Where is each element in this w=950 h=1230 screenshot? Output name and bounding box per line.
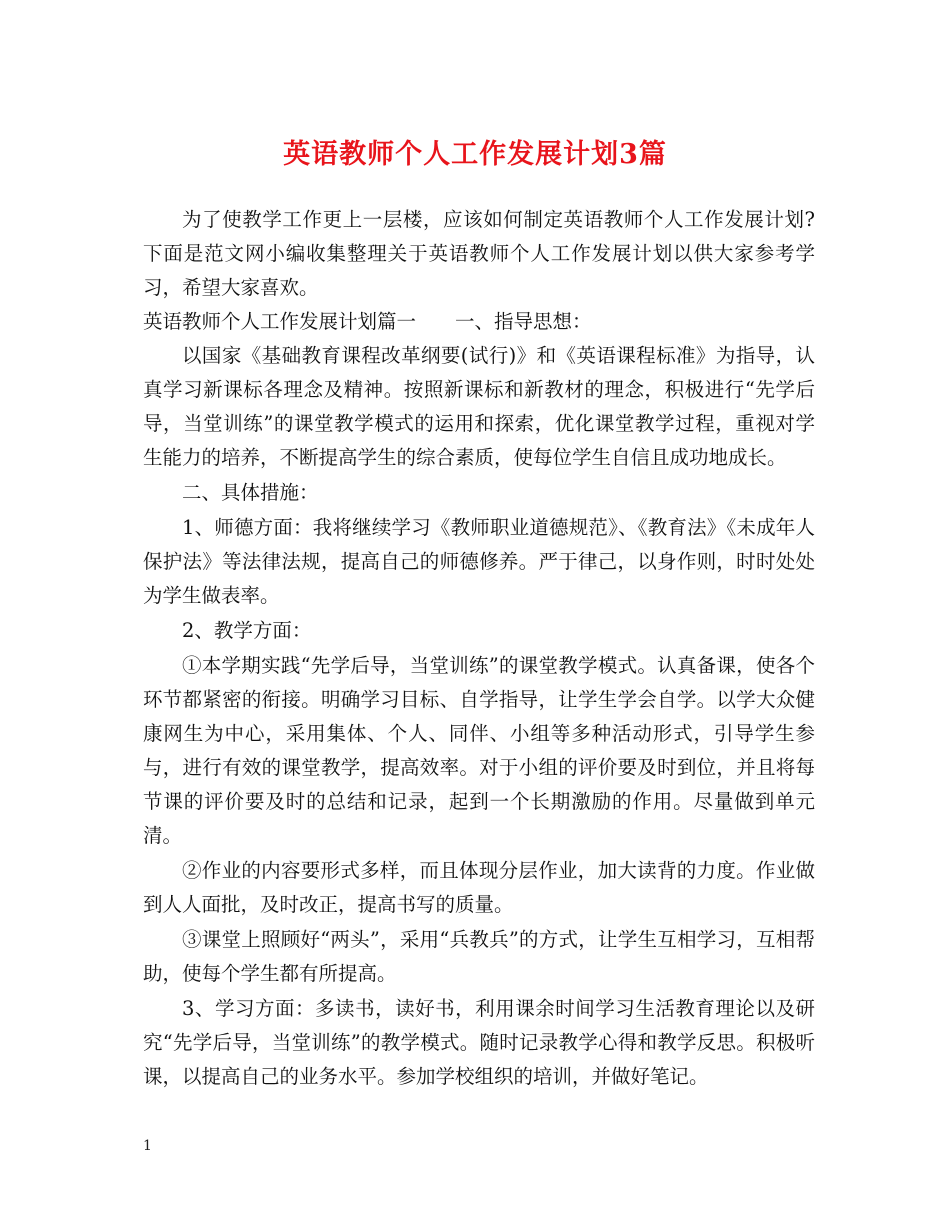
paragraph-section-heading: 英语教师个人工作发展计划篇一 一、指导思想：	[143, 310, 592, 333]
paragraph-teaching-1: ①本学期实践“先学后导，当堂训练”的课堂教学模式。认真备课，使各个环节都紧密的衔接。明确学习目标、自学指导，让学生学会自学。以学大众健康网生为中心，采用集体、个人、同伴、小组等多种活动形式，引导学生参与，进行有效的课堂教学，提高效率。对于小组的评价要及时到位，并且将每节课的评价要及时的总结和记录，起到一个长期激励的作用。尽量做到单元清。	[143, 654, 815, 847]
paragraph-ethics: 1、师德方面：我将继续学习《教师职业道德规范》、《教育法》《未成年人保护法》等法律法规，提高自己的师德修养。严于律己，以身作则，时时处处为学生做表率。	[143, 516, 815, 607]
paragraph-intro: 为了使教学工作更上一层楼，应该如何制定英语教师个人工作发展计划?下面是范文网小编收集整理关于英语教师个人工作发展计划以供大家参考学习，希望大家喜欢。	[143, 208, 815, 299]
page-number: 1	[143, 1138, 152, 1154]
paragraph-teaching-heading: 2、教学方面：	[182, 619, 312, 642]
paragraph-teaching-2: ②作业的内容要形式多样，而且体现分层作业，加大读背的力度。作业做到人人面批，及时改正，提高书写的质量。	[143, 859, 815, 916]
paragraph-learning: 3、学习方面：多读书，读好书，利用课余时间学习生活教育理论以及研究“先学后导，当堂训练”的教学模式。随时记录教学心得和教学反思。积极听课，以提高自己的业务水平。参加学校组织的培训，并做好笔记。	[143, 997, 815, 1088]
paragraph-measures-heading: 二、具体措施：	[182, 481, 319, 504]
document-body	[143, 203, 815, 1094]
paragraph-teaching-3: ③课堂上照顾好“两头”，采用“兵教兵”的方式，让学生互相学习，互相帮助，使每个学生都有所提高。	[143, 928, 815, 985]
document-title: 英语教师个人工作发展计划3篇	[283, 139, 667, 170]
paragraph-guiding-thought: 以国家《基础教育课程改革纲要(试行)》和《英语课程标准》为指导，认真学习新课标各理念及精神。按照新课标和新教材的理念，积极进行“先学后导，当堂训练”的课堂教学模式的运用和探索，优化课堂教学过程，重视对学生能力的培养，不断提高学生的综合素质，使每位学生自信且成功地成长。	[143, 344, 815, 469]
